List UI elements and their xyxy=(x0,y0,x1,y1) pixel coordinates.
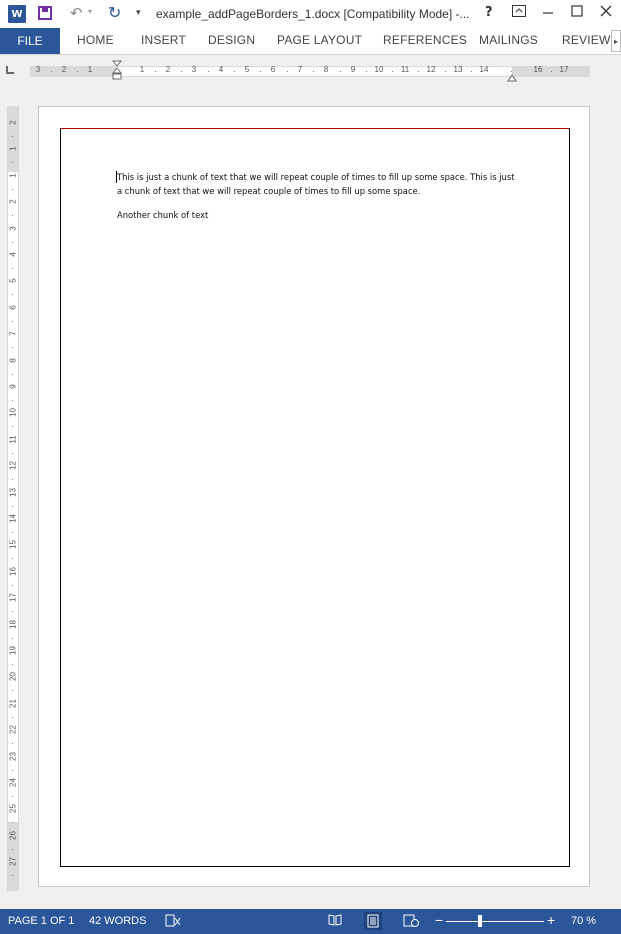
ruler-dot xyxy=(12,321,13,322)
minimize-icon[interactable] xyxy=(542,5,554,21)
tab-insert[interactable]: INSERT xyxy=(141,33,186,47)
ruler-dot xyxy=(12,453,13,454)
ruler-dot xyxy=(12,585,13,586)
ruler-tick-label: 16 xyxy=(533,65,543,74)
zoom-out-icon[interactable]: − xyxy=(435,912,444,928)
ruler-dot xyxy=(12,347,13,348)
zoom-slider-thumb[interactable] xyxy=(478,915,482,927)
ruler-tick-label: 5 xyxy=(8,278,18,284)
ruler-dot xyxy=(12,638,13,639)
ruler-dot xyxy=(12,426,13,427)
ruler-tick-label: 22 xyxy=(8,725,18,735)
ruler-tick-label: 25 xyxy=(8,804,18,814)
ruler-tick-label: 21 xyxy=(8,698,18,708)
ruler-dot xyxy=(12,242,13,243)
ruler-tick-label: 10 xyxy=(8,408,18,418)
title-bar xyxy=(0,0,621,28)
ruler-tick-label: 6 xyxy=(8,305,18,310)
zoom-slider-track[interactable] xyxy=(446,921,544,922)
ruler-tick-label: 11 xyxy=(8,435,18,444)
tab-mailings[interactable]: MAILINGS xyxy=(479,33,538,47)
ruler-tick-label: 26 xyxy=(8,830,18,840)
tab-selector-icon[interactable] xyxy=(6,66,14,74)
zoom-level[interactable]: 70 % xyxy=(571,915,597,927)
ruler-tick-label: 2 xyxy=(8,120,18,125)
ruler-dot xyxy=(12,849,13,850)
ruler-tick-label: 3 xyxy=(35,65,41,74)
close-icon[interactable] xyxy=(600,5,612,21)
redo-icon[interactable]: ↻ xyxy=(108,3,122,22)
first-line-indent-icon[interactable] xyxy=(112,60,122,90)
paragraph-2[interactable]: Another chunk of text xyxy=(117,210,209,220)
ruler-dot xyxy=(12,611,13,612)
ruler-tick-label: 2 xyxy=(165,65,171,74)
paragraph-1-line-2[interactable]: a chunk of text that we will repeat couple of times to fill up some space. xyxy=(117,186,421,196)
ruler-tick-label: 14 xyxy=(479,65,489,74)
restore-icon[interactable] xyxy=(571,5,583,21)
ruler-dot xyxy=(155,71,156,72)
customize-qat-icon[interactable]: ▾ xyxy=(136,8,141,18)
undo-icon[interactable]: ↶ xyxy=(70,4,83,22)
ruler-dot xyxy=(12,717,13,718)
ruler-tick-label: 12 xyxy=(8,461,18,471)
ruler-tick-label: 15 xyxy=(8,540,18,550)
ruler-dot xyxy=(12,479,13,480)
web-layout-icon[interactable] xyxy=(403,914,417,926)
ruler-tick-label: 4 xyxy=(8,252,18,257)
vertical-ruler[interactable] xyxy=(7,106,19,891)
tab-review[interactable]: REVIEW xyxy=(562,33,611,47)
ruler-tick-label: 23 xyxy=(8,751,18,761)
tab-design[interactable]: DESIGN xyxy=(208,33,256,47)
ribbon-scroll-right-icon[interactable]: ▸ xyxy=(611,30,621,52)
ruler-dot xyxy=(392,71,393,72)
ruler-dot xyxy=(12,400,13,401)
ruler-dot xyxy=(12,189,13,190)
proofing-icon[interactable] xyxy=(165,914,179,926)
ruler-tick-label: 7 xyxy=(8,331,18,336)
ruler-dot xyxy=(287,71,288,72)
ruler-dot xyxy=(366,71,367,72)
ruler-tick-label: 7 xyxy=(297,65,303,74)
tab-home[interactable]: HOME xyxy=(77,33,114,47)
ruler-dot xyxy=(51,71,52,72)
ruler-tick-label: 2 xyxy=(61,65,67,74)
word-count[interactable]: 42 WORDS xyxy=(89,915,147,927)
ruler-dot xyxy=(208,71,209,72)
ruler-tick-label: 9 xyxy=(350,65,356,74)
undo-dropdown-icon[interactable]: ▾ xyxy=(88,7,93,16)
ruler-tick-label: 6 xyxy=(270,65,276,74)
ruler-dot xyxy=(12,162,13,163)
ruler-dot xyxy=(12,374,13,375)
ruler-dot xyxy=(181,71,182,72)
ruler-tick-label: 16 xyxy=(8,566,18,576)
ruler-dot xyxy=(12,664,13,665)
ruler-tick-label: 13 xyxy=(8,487,18,497)
ruler-left-margin xyxy=(30,67,116,76)
save-icon[interactable] xyxy=(38,6,52,20)
ruler-tick-label: 24 xyxy=(8,778,18,787)
print-layout-icon[interactable] xyxy=(364,912,382,930)
tab-file[interactable]: FILE xyxy=(0,28,60,54)
ruler-dot xyxy=(12,770,13,771)
ruler-tick-label: 17 xyxy=(8,593,18,603)
ruler-dot xyxy=(12,558,13,559)
ruler-dot xyxy=(340,71,341,72)
horizontal-ruler-area xyxy=(0,55,621,88)
ruler-tick-label: 8 xyxy=(8,357,18,363)
ruler-dot xyxy=(12,532,13,533)
ruler-dot xyxy=(12,796,13,797)
ruler-tick-label: 11 xyxy=(400,65,410,74)
ruler-tick-label: 12 xyxy=(426,65,436,74)
ribbon-display-icon[interactable] xyxy=(512,5,526,21)
zoom-in-icon[interactable]: + xyxy=(547,912,556,928)
ruler-tick-label: 1 xyxy=(8,173,18,178)
help-icon[interactable]: ? xyxy=(485,5,493,20)
ruler-dot xyxy=(445,71,446,72)
ruler-tick-label: 8 xyxy=(323,65,329,74)
ruler-tick-label: 27 xyxy=(8,857,18,867)
ruler-dot xyxy=(551,71,552,72)
paragraph-1-line-1[interactable]: This is just a chunk of text that we will repeat couple of times to fill up some space. This is just xyxy=(117,172,515,182)
ruler-dot xyxy=(12,268,13,269)
ruler-tick-label: 5 xyxy=(244,65,250,74)
right-indent-icon[interactable] xyxy=(507,67,517,86)
ruler-dot xyxy=(77,71,78,72)
tab-references[interactable]: REFERENCES xyxy=(383,33,468,47)
ruler-dot xyxy=(471,71,472,72)
ruler-dot xyxy=(12,690,13,691)
ruler-dot xyxy=(12,875,13,876)
ruler-dot xyxy=(12,215,13,216)
ruler-dot xyxy=(260,71,261,72)
ruler-tick-label: 9 xyxy=(8,384,18,389)
ruler-tick-label: 18 xyxy=(8,619,18,629)
tab-page-layout[interactable]: PAGE LAYOUT xyxy=(277,33,363,47)
ruler-tick-label: 4 xyxy=(218,65,224,74)
ruler-dot xyxy=(418,71,419,72)
ruler-tick-label: 14 xyxy=(8,514,18,523)
ribbon-tabs xyxy=(0,28,621,55)
page-border xyxy=(60,128,570,867)
ruler-dot xyxy=(12,822,13,823)
ruler-dot xyxy=(234,71,235,72)
ruler-dot xyxy=(313,71,314,72)
ruler-dot xyxy=(12,136,13,137)
status-bar xyxy=(0,909,621,934)
ruler-tick-label: 2 xyxy=(8,199,18,204)
ruler-dot xyxy=(12,506,13,507)
ruler-tick-label: 1 xyxy=(8,146,18,152)
ruler-dot xyxy=(12,294,13,295)
word-icon[interactable]: W xyxy=(8,5,26,23)
read-mode-icon[interactable] xyxy=(328,914,342,926)
page-count[interactable]: PAGE 1 OF 1 xyxy=(8,915,75,927)
ruler-tick-label: 20 xyxy=(8,672,18,682)
ruler-tick-label: 3 xyxy=(8,225,18,231)
ruler-tick-label: 3 xyxy=(191,65,197,74)
ruler-dot xyxy=(12,743,13,744)
ruler-tick-label: 10 xyxy=(374,65,384,74)
ruler-tick-label: 1 xyxy=(87,65,93,74)
ruler-tick-label: 17 xyxy=(559,65,569,74)
ruler-tick-label: 1 xyxy=(139,65,145,74)
ruler-tick-label: 13 xyxy=(453,65,463,74)
window-title: example_addPageBorders_1.docx [Compatibility Mode] -... xyxy=(156,7,470,21)
ruler-tick-label: 19 xyxy=(8,646,18,655)
